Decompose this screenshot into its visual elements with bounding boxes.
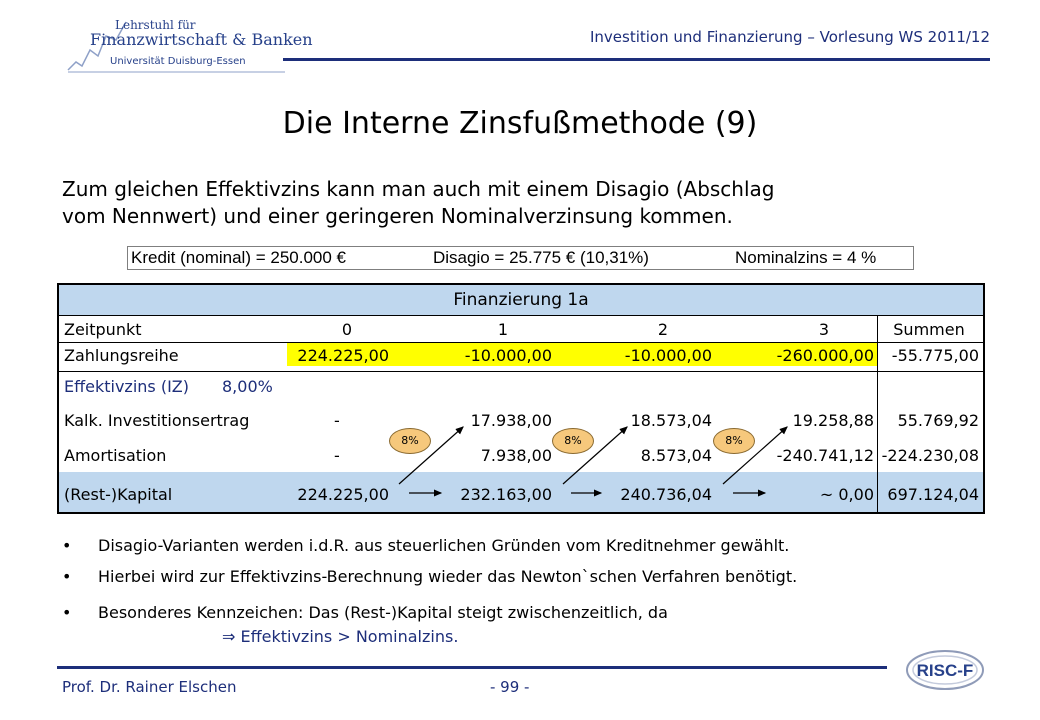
row-label-ertrag: Kalk. Investitionsertrag — [64, 411, 250, 430]
nominalzins-info: Nominalzins = 4 % — [735, 248, 877, 267]
header-divider — [283, 58, 990, 61]
bullet-dot-icon: • — [62, 567, 72, 586]
financing-table — [57, 283, 985, 514]
intro-text — [62, 176, 962, 230]
kapital-sum: 697.124,04 — [887, 485, 979, 504]
amortisation-t0: - — [334, 446, 340, 465]
risc-f-logo-text: RISC-F — [916, 661, 974, 680]
kapital-t1: 232.163,00 — [460, 485, 552, 504]
zahlungsreihe-t1: -10.000,00 — [464, 346, 552, 365]
zahlungsreihe-sum: -55.775,00 — [891, 346, 979, 365]
interest-badge-t1: 8% — [389, 428, 431, 454]
page-number: - 99 - — [490, 678, 530, 696]
header-sum: Summen — [893, 320, 965, 339]
page-title: Die Interne Zinsfußmethode (9) — [282, 106, 758, 141]
kapital-t3: ~ 0,00 — [819, 485, 874, 504]
loan-info-box — [127, 246, 914, 270]
kapital-t0: 224.225,00 — [297, 485, 389, 504]
intro-line-1: Zum gleichen Effektivzins kann man auch mit einem Disagio (Abschlag — [62, 177, 775, 201]
zahlungsreihe-t0: 224.225,00 — [297, 346, 389, 365]
amortisation-t2: 8.573,04 — [640, 446, 712, 465]
footer-author: Prof. Dr. Rainer Elschen — [62, 678, 237, 696]
interest-badge-t3: 8% — [713, 428, 755, 454]
amortisation-t1: 7.938,00 — [480, 446, 552, 465]
implication-text: ⇒ Effektivzins > Nominalzins. — [222, 627, 459, 646]
row-label-zahlungsreihe: Zahlungsreihe — [64, 346, 179, 365]
ertrag-t0: - — [334, 411, 340, 430]
course-title: Investition und Finanzierung – Vorlesung WS 2011/12 — [589, 28, 990, 46]
kredit-info: Kredit (nominal) = 250.000 € — [131, 248, 346, 267]
risc-f-logo-icon — [905, 648, 985, 692]
footer-divider — [57, 666, 887, 669]
interest-badge-t2: 8% — [552, 428, 594, 454]
row-label-amortisation: Amortisation — [64, 446, 167, 465]
logo-line-3: Universität Duisburg-Essen — [110, 56, 246, 67]
kapital-t2: 240.736,04 — [620, 485, 712, 504]
ertrag-t2: 18.573,04 — [630, 411, 712, 430]
bullet-text: Disagio-Varianten werden i.d.R. aus steuerlichen Gründen vom Kreditnehmer gewählt. — [98, 536, 790, 555]
amortisation-t3: -240.741,12 — [776, 446, 874, 465]
intro-line-2: vom Nennwert) und einer geringeren Nominalverzinsung kommen. — [62, 204, 733, 228]
risc-f-logo — [905, 648, 985, 692]
amortisation-sum: -224.230,08 — [881, 446, 979, 465]
row-label-effektivzins: Effektivzins (IZ) — [64, 377, 189, 396]
bullet-text: Besonderes Kennzeichen: Das (Rest-)Kapital steigt zwischenzeitlich, da — [98, 603, 668, 622]
logo-line-2: Finanzwirtschaft & Banken — [90, 30, 313, 49]
ertrag-t3: 19.258,88 — [792, 411, 874, 430]
header-t1: 1 — [497, 320, 509, 339]
header-t2: 2 — [657, 320, 669, 339]
ertrag-sum: 55.769,92 — [897, 411, 979, 430]
interest-arrows — [59, 285, 983, 512]
effektivzins-value: 8,00% — [222, 377, 273, 396]
ertrag-t1: 17.938,00 — [470, 411, 552, 430]
zahlungsreihe-t2: -10.000,00 — [624, 346, 712, 365]
bullet-dot-icon: • — [62, 603, 72, 622]
zahlungsreihe-t3: -260.000,00 — [776, 346, 874, 365]
logo-line-1: Lehrstuhl für — [115, 18, 196, 32]
row-label-zeitpunkt: Zeitpunkt — [64, 320, 142, 339]
header-t3: 3 — [818, 320, 830, 339]
chair-logo — [60, 10, 313, 80]
header-t0: 0 — [341, 320, 353, 339]
bullet-dot-icon: • — [62, 536, 72, 555]
disagio-info: Disagio = 25.775 € (10,31%) — [433, 248, 649, 267]
bullet-text: Hierbei wird zur Effektivzins-Berechnung wieder das Newton`schen Verfahren benötigt. — [98, 567, 798, 586]
row-label-kapital: (Rest-)Kapital — [64, 485, 173, 504]
table-title: Finanzierung 1a — [59, 285, 983, 316]
